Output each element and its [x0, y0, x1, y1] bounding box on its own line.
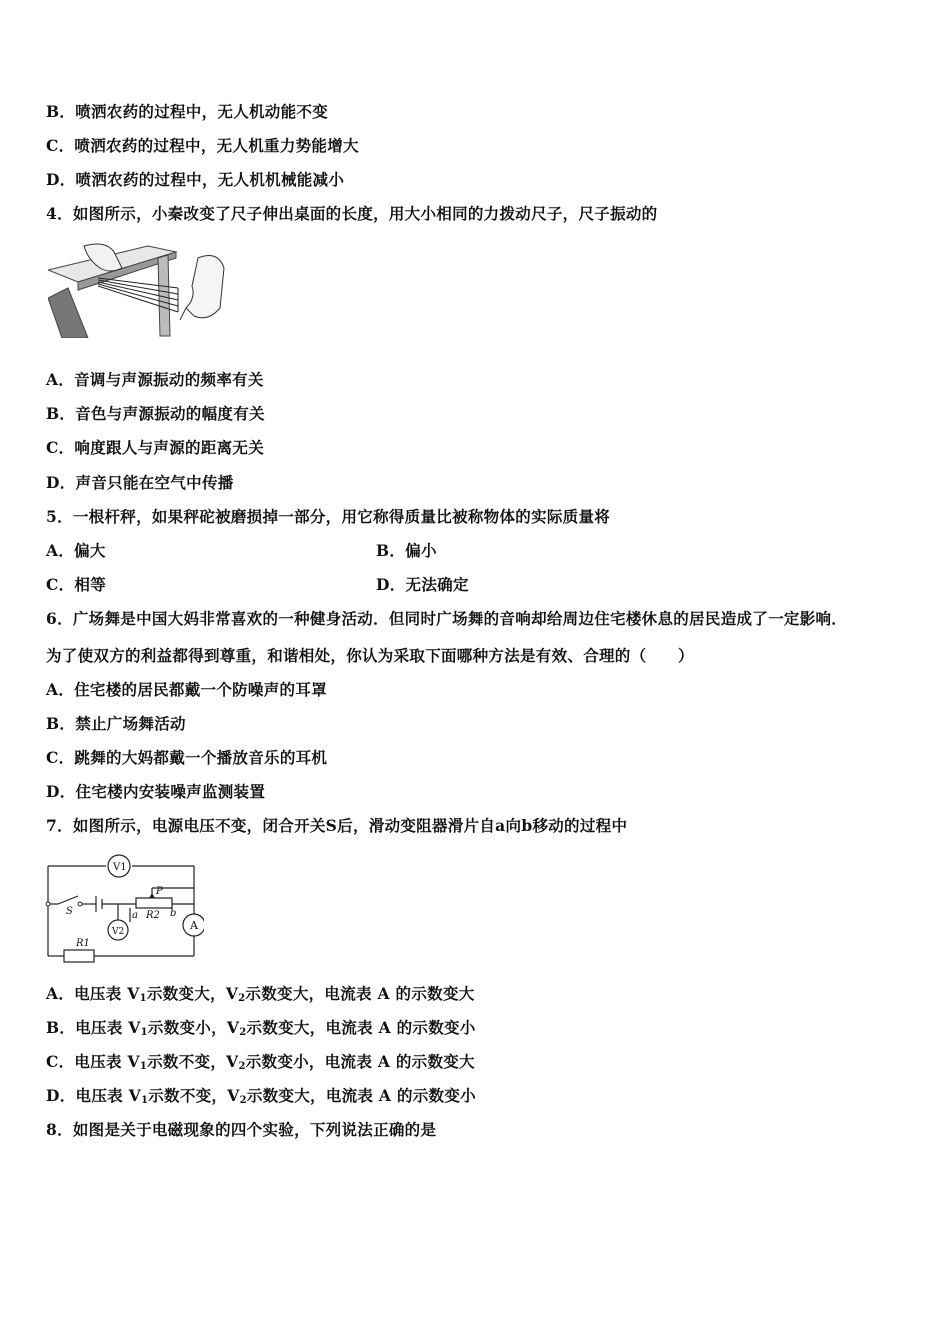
v1-label: V1 [113, 862, 127, 873]
q6-option-d: D．住宅楼内安装噪声监测装置 [46, 782, 266, 801]
end-a-label: a [132, 910, 138, 921]
ammeter-label: A [190, 919, 198, 932]
q5-option-c: C．相等 [46, 575, 107, 594]
q4-option-a: A．音调与声源振动的频率有关 [46, 370, 264, 389]
q4-stem: 4．如图所示，小秦改变了尺子伸出桌面的长度，用大小相同的力拨动尺子，尺子振动的 [46, 204, 658, 223]
q5-stem: 5．一根杆秤，如果秤砣被磨损掉一部分，用它称得质量比被称物体的实际质量将 [46, 507, 611, 526]
v2-label: V2 [112, 927, 125, 937]
q7-option-d: D．电压表 $V_1$示数不变，$V_2$示数变大，电流表 A 的示数变小 [46, 1086, 476, 1106]
q7-stem: 7．如图所示，电源电压不变，闭合开关S后，滑动变阻器滑片自a向b移动的过程中 [46, 816, 628, 835]
q4-option-b: B．音色与声源振动的幅度有关 [46, 404, 265, 423]
q8-stem: 8．如图是关于电磁现象的四个实验，下列说法正确的是 [46, 1120, 437, 1139]
q3-option-c: C．喷洒农药的过程中，无人机重力势能增大 [46, 136, 359, 155]
q7-option-a: A．电压表 $V_1$示数变大，$V_2$示数变大，电流表 A 的示数变大 [46, 984, 475, 1004]
q5-option-b: B．偏小 [376, 541, 437, 560]
q4-option-c: C．响度跟人与声源的距离无关 [46, 438, 265, 457]
q7-option-b: B．电压表 $V_1$示数变小，$V_2$示数变大，电流表 A 的示数变小 [46, 1018, 476, 1038]
q6-option-b: B．禁止广场舞活动 [46, 714, 186, 733]
q3-option-d: D．喷洒农药的过程中，无人机机械能减小 [46, 170, 345, 189]
switch-label: S [66, 906, 73, 917]
q7-option-c: C．电压表 $V_1$示数不变，$V_2$示数变小，电流表 A 的示数变大 [46, 1052, 475, 1072]
q6-stem-line1: 6．广场舞是中国大妈非常喜欢的一种健身活动．但同时广场舞的音响却给周边住宅楼休息的居民造成了一定影响． [46, 609, 848, 628]
q3-option-b: B．喷洒农药的过程中，无人机动能不变 [46, 102, 329, 121]
end-b-label: b [170, 908, 177, 919]
slider-label: P [156, 886, 163, 897]
ruler-table-figure [48, 238, 228, 338]
q6-option-c: C．跳舞的大妈都戴一个播放音乐的耳机 [46, 748, 328, 767]
r2-label: R2 [146, 910, 160, 921]
q6-option-a: A．住宅楼的居民都戴一个防噪声的耳罩 [46, 680, 327, 699]
q5-option-d: D．无法确定 [376, 575, 469, 594]
q5-option-a: A．偏大 [46, 541, 106, 560]
q4-option-d: D．声音只能在空气中传播 [46, 473, 234, 492]
circuit-diagram [44, 852, 204, 966]
r1-label: R1 [76, 938, 90, 949]
q6-stem-line2: 为了使双方的利益都得到尊重，和谐相处，你认为采取下面哪种方法是有效、合理的（ ） [46, 646, 694, 665]
